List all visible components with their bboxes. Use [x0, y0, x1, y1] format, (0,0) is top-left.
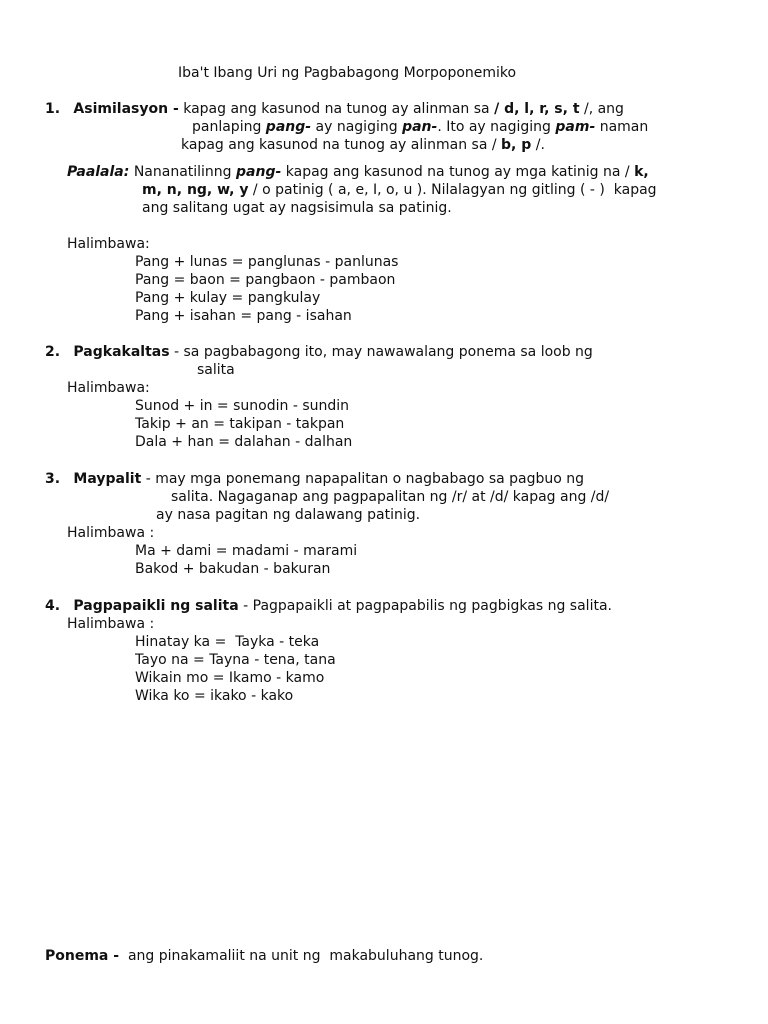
footer-definition [45, 947, 483, 965]
section-3-line-1: 3. Maypalit - may mga ponemang napapalitan o nagbabago sa pagbuo ng [45, 471, 585, 487]
section-2-example: Dala + han = dalahan - dalhan [135, 434, 353, 450]
section-1-line-3: kapag ang kasunod na tunog ay alinman sa / b, p /. [181, 137, 545, 153]
section-2-term: Pagkakaltas [73, 344, 170, 360]
section-4-example: Tayo na = Tayna - tena, tana [135, 652, 336, 668]
section-1-line-1: 1. Asimilasyon - kapag ang kasunod na tunog ay alinman sa / d, l, r, s, t /, ang [45, 101, 624, 117]
section-1-line-2: panlaping pang- ay nagiging pan-. Ito ay nagiging pam- naman [192, 119, 649, 135]
section-2-example: Sunod + in = sunodin - sundin [135, 398, 350, 414]
section-4-example: Wika ko = ikako - kako [135, 688, 294, 704]
section-3-number: 3. [45, 471, 61, 487]
section-1-examples-label: Halimbawa: [67, 236, 150, 252]
section-2-line-2: salita [197, 362, 235, 378]
section-1-example: Pang + kulay = pangkulay [135, 290, 321, 306]
section-4-number: 4. [45, 598, 61, 614]
section-1-example: Pang + isahan = pang - isahan [135, 308, 352, 324]
footer-definition-text: ang pinakamaliit na unit ng makabuluhang tunog. [127, 948, 484, 964]
note-line-3: ang salitang ugat ay nagsisimula sa patinig. [142, 200, 452, 216]
section-3-line-2: salita. Nagaganap ang pagpapalitan ng /r/ at /d/ kapag ang /d/ [171, 489, 610, 505]
section-3-example: Ma + dami = madami - marami [135, 543, 358, 559]
section-3-examples-label: Halimbawa : [67, 525, 155, 541]
document-title: Iba't Ibang Uri ng Pagbabagong Morpoponemiko [178, 65, 517, 81]
section-4-example: Hinatay ka = Tayka - teka [135, 634, 320, 650]
section-3-line-3: ay nasa pagitan ng dalawang patinig. [156, 507, 421, 523]
section-4-term: Pagpapaikli ng salita [73, 598, 239, 614]
section-2-number: 2. [45, 344, 61, 360]
section-1-example: Pang = baon = pangbaon - pambaon [135, 272, 396, 288]
note-line-1: Paalala: Nananatilinng pang- kapag ang kasunod na tunog ay mga katinig na / k, [67, 164, 649, 180]
section-3-term: Maypalit [73, 471, 142, 487]
section-2-examples-label: Halimbawa: [67, 380, 150, 396]
section-1-example: Pang + lunas = panglunas - panlunas [135, 254, 399, 270]
section-1-term: Asimilasyon - [73, 101, 179, 117]
section-1-number: 1. [45, 101, 61, 117]
section-4-example: Wikain mo = Ikamo - kamo [135, 670, 325, 686]
section-2-line-1: 2. Pagkakaltas - sa pagbabagong ito, may nawawalang ponema sa loob ng [45, 344, 593, 360]
note-line-2: m, n, ng, w, y / o patinig ( a, e, I, o, u ). Nilalagyan ng gitling ( - ) kapag [142, 182, 657, 198]
section-3-example: Bakod + bakudan - bakuran [135, 561, 331, 577]
section-2-example: Takip + an = takipan - takpan [135, 416, 345, 432]
section-4-line-1: 4. Pagpapaikli ng salita - Pagpapaikli at pagpapabilis ng pagbigkas ng salita. [45, 598, 612, 614]
section-4-examples-label: Halimbawa : [67, 616, 155, 632]
note-label: Paalala: [67, 164, 130, 180]
footer-term: Ponema - [45, 948, 120, 964]
